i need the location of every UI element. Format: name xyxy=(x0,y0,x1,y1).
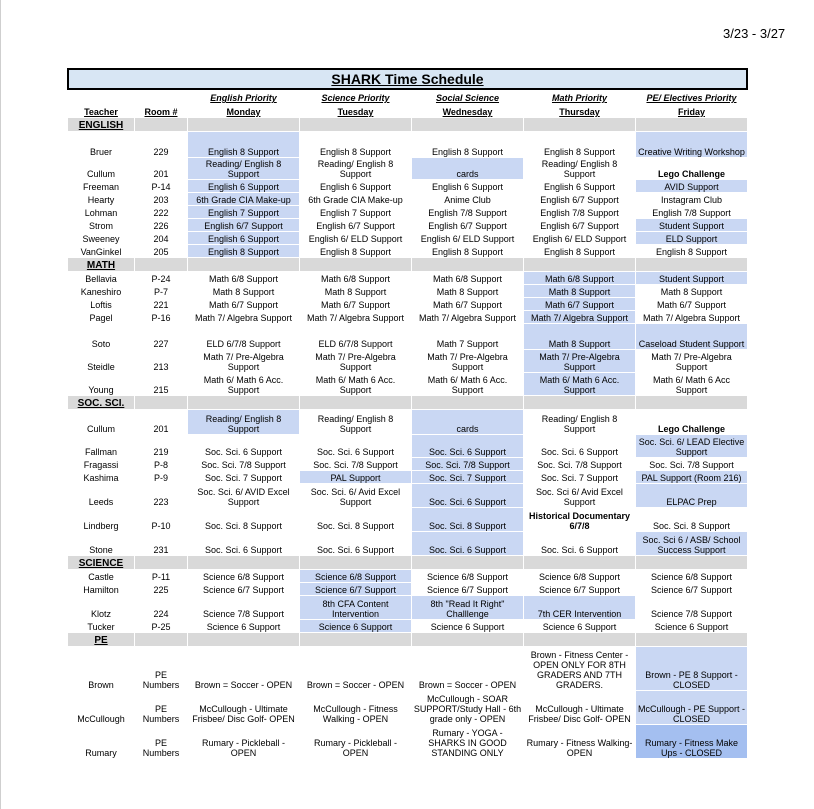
schedule-cell: Reading/ English 8 Support xyxy=(300,158,412,180)
schedule-cell: Soc. Sci. 8 Support xyxy=(636,508,748,532)
schedule-cell: Science 6/8 Support xyxy=(636,570,748,583)
priority-header-cell: Social Science xyxy=(412,91,524,104)
room-cell: 229 xyxy=(135,132,188,158)
schedule-cell: Soc. Sci. 7/8 Support xyxy=(300,458,412,471)
schedule-cell: Math 6/ Math 6 Acc. Support xyxy=(524,373,636,396)
schedule-cell: Creative Writing Workshop xyxy=(636,132,748,158)
schedule-cell: Soc. Sci. 6 Support xyxy=(524,532,636,556)
schedule-cell: Reading/ English 8 Support xyxy=(300,410,412,435)
schedule-cell: Soc. Sci. 6 Support xyxy=(188,532,300,556)
section-filler xyxy=(188,118,300,132)
section-filler xyxy=(524,556,636,570)
schedule-cell: English 6/7 Support xyxy=(412,219,524,232)
teacher-cell: Kaneshiro xyxy=(68,285,135,298)
teacher-cell: Castle xyxy=(68,570,135,583)
room-cell: P-24 xyxy=(135,272,188,285)
schedule-cell: Science 6/8 Support xyxy=(412,570,524,583)
schedule-cell: Math 7 Support xyxy=(412,324,524,350)
room-cell: 213 xyxy=(135,350,188,373)
schedule-cell: English 8 Support xyxy=(412,245,524,258)
schedule-cell: English 6 Support xyxy=(300,180,412,193)
room-cell: 201 xyxy=(135,158,188,180)
column-header-cell: Thursday xyxy=(524,104,636,118)
teacher-cell: Tucker xyxy=(68,620,135,633)
schedule-cell: Math 8 Support xyxy=(300,285,412,298)
schedule-cell: English 6 Support xyxy=(524,180,636,193)
schedule-cell: Math 7/ Pre-Algebra Support xyxy=(188,350,300,373)
room-cell: PE Numbers xyxy=(135,647,188,691)
schedule-cell: Reading/ English 8 Support xyxy=(524,410,636,435)
table-row xyxy=(68,219,748,232)
schedule-cell: AVID Support xyxy=(636,180,748,193)
schedule-cell: ELD 6/7/8 Support xyxy=(188,324,300,350)
schedule-cell: Soc. Sci. 7/8 Support xyxy=(412,458,524,471)
schedule-cell: Science 6 Support xyxy=(524,620,636,633)
table-row xyxy=(68,298,748,311)
schedule-cell: Soc. Sci. 6/ AVID Excel Support xyxy=(188,484,300,508)
schedule-table xyxy=(67,90,748,759)
schedule-cell: English 7/8 Support xyxy=(524,206,636,219)
schedule-cell: Math 7/ Algebra Support xyxy=(300,311,412,324)
schedule-cell: English 6 Support xyxy=(412,180,524,193)
room-cell: 223 xyxy=(135,484,188,508)
schedule-cell: Brown = Soccer - OPEN xyxy=(412,647,524,691)
section-filler xyxy=(636,633,748,647)
schedule-cell: English 6/7 Support xyxy=(300,219,412,232)
section-filler xyxy=(524,258,636,272)
room-cell: P-8 xyxy=(135,458,188,471)
teacher-cell: Cullum xyxy=(68,410,135,435)
table-row xyxy=(68,691,748,725)
schedule-cell: Math 7/ Pre-Algebra Support xyxy=(300,350,412,373)
teacher-cell: Rumary xyxy=(68,725,135,759)
schedule-cell: Math 8 Support xyxy=(636,285,748,298)
table-row xyxy=(68,232,748,245)
schedule-cell: Reading/ English 8 Support xyxy=(524,158,636,180)
teacher-cell: Leeds xyxy=(68,484,135,508)
section-filler xyxy=(412,258,524,272)
table-row xyxy=(68,647,748,691)
schedule-cell: Science 7/8 Support xyxy=(636,596,748,620)
schedule-cell: English 8 Support xyxy=(300,245,412,258)
section-label: SOC. SCI. xyxy=(68,396,135,410)
schedule-cell: English 6/ ELD Support xyxy=(412,232,524,245)
schedule-cell: Rumary - Fitness Walking- OPEN xyxy=(524,725,636,759)
schedule-cell: Math 8 Support xyxy=(188,285,300,298)
room-cell: PE Numbers xyxy=(135,691,188,725)
teacher-cell: Brown xyxy=(68,647,135,691)
schedule-cell: Rumary - Fitness Make Ups - CLOSED xyxy=(636,725,748,759)
schedule-cell: ELD 6/7/8 Support xyxy=(300,324,412,350)
section-label: ENGLISH xyxy=(68,118,135,132)
schedule-cell: English 7/8 Support xyxy=(412,206,524,219)
teacher-cell: McCullough xyxy=(68,691,135,725)
section-label: SCIENCE xyxy=(68,556,135,570)
schedule-cell: Brown - Fitness Center - OPEN ONLY FOR 8TH GRADERS AND 7TH GRADERS. xyxy=(524,647,636,691)
schedule-cell: English 7/8 Support xyxy=(636,206,748,219)
schedule-cell: PAL Support (Room 216) xyxy=(636,471,748,484)
schedule-cell: English 7 Support xyxy=(188,206,300,219)
schedule-cell: Science 7/8 Support xyxy=(188,596,300,620)
schedule-cell: Math 7/ Pre-Algebra Support xyxy=(412,350,524,373)
teacher-cell: Fallman xyxy=(68,435,135,458)
title-text: SHARK Time Schedule xyxy=(331,71,484,87)
teacher-cell: Strom xyxy=(68,219,135,232)
schedule-cell: Math 6/7 Support xyxy=(300,298,412,311)
room-cell: P-14 xyxy=(135,180,188,193)
schedule-cell: English 6/7 Support xyxy=(524,193,636,206)
schedule-cell: English 6/ ELD Support xyxy=(524,232,636,245)
room-cell: 227 xyxy=(135,324,188,350)
schedule-cell: Soc. Sci. 7/8 Support xyxy=(636,458,748,471)
schedule-cell: Science 6 Support xyxy=(300,620,412,633)
section-filler xyxy=(188,556,300,570)
room-cell: P-9 xyxy=(135,471,188,484)
schedule-cell: Science 6/8 Support xyxy=(188,570,300,583)
schedule-cell: Science 6/7 Support xyxy=(524,583,636,596)
schedule-cell: Brown = Soccer - OPEN xyxy=(188,647,300,691)
schedule-cell: 8th CFA Content Intervention xyxy=(300,596,412,620)
schedule-cell: Anime Club xyxy=(412,193,524,206)
table-row xyxy=(68,132,748,158)
date-range: 3/23 - 3/27 xyxy=(723,26,786,41)
section-header-row xyxy=(68,118,748,132)
section-filler xyxy=(524,633,636,647)
schedule-cell: Soc. Sci 6 / ASB/ School Success Support xyxy=(636,532,748,556)
schedule-cell: Soc. Sci 6/ Avid Excel Support xyxy=(524,484,636,508)
schedule-cell: Math 6/ Math 6 Acc. Support xyxy=(300,373,412,396)
room-cell: 222 xyxy=(135,206,188,219)
schedule-cell: Soc. Sci. 8 Support xyxy=(300,508,412,532)
teacher-cell: Loftis xyxy=(68,298,135,311)
schedule-cell: Math 6/8 Support xyxy=(524,272,636,285)
schedule-cell: English 7 Support xyxy=(300,206,412,219)
room-cell: 215 xyxy=(135,373,188,396)
section-header-row xyxy=(68,396,748,410)
schedule-cell: English 6/7 Support xyxy=(188,219,300,232)
schedule-cell: Math 7/ Algebra Support xyxy=(412,311,524,324)
section-filler xyxy=(412,633,524,647)
schedule-cell: Math 6/8 Support xyxy=(188,272,300,285)
table-row xyxy=(68,193,748,206)
teacher-cell: Stone xyxy=(68,532,135,556)
section-header-row xyxy=(68,556,748,570)
schedule-cell: English 8 Support xyxy=(300,132,412,158)
schedule-cell: Math 6/ Math 6 Acc. Support xyxy=(412,373,524,396)
section-filler xyxy=(135,396,188,410)
teacher-cell: Hearty xyxy=(68,193,135,206)
room-cell: PE Numbers xyxy=(135,725,188,759)
schedule-cell: Soc. Sci. 6 Support xyxy=(412,484,524,508)
teacher-cell: Kashima xyxy=(68,471,135,484)
column-header-cell: Wednesday xyxy=(412,104,524,118)
schedule-cell: Soc. Sci. 7/8 Support xyxy=(524,458,636,471)
schedule-cell: English 6 Support xyxy=(188,180,300,193)
schedule-cell: McCullough - Fitness Walking - OPEN xyxy=(300,691,412,725)
schedule-cell: Soc. Sci. 7 Support xyxy=(188,471,300,484)
schedule-cell: Math 6/8 Support xyxy=(300,272,412,285)
table-row xyxy=(68,245,748,258)
schedule-cell: Science 6/7 Support xyxy=(412,583,524,596)
schedule-cell: Math 6/7 Support xyxy=(188,298,300,311)
schedule-cell: Science 6/8 Support xyxy=(524,570,636,583)
room-cell: P-16 xyxy=(135,311,188,324)
teacher-cell: VanGinkel xyxy=(68,245,135,258)
schedule-cell: Soc. Sci. 6 Support xyxy=(524,435,636,458)
page-title xyxy=(67,68,748,90)
schedule-cell: Math 8 Support xyxy=(524,285,636,298)
table-row xyxy=(68,532,748,556)
schedule-cell: English 6 Support xyxy=(188,232,300,245)
teacher-cell: Steidle xyxy=(68,350,135,373)
schedule-cell: cards xyxy=(412,410,524,435)
priority-header-cell: PE/ Electives Priority xyxy=(636,91,748,104)
table-row xyxy=(68,725,748,759)
section-filler xyxy=(188,396,300,410)
section-filler xyxy=(636,118,748,132)
section-filler xyxy=(524,118,636,132)
schedule-cell: 6th Grade CIA Make-up xyxy=(188,193,300,206)
schedule-cell: ELD Support xyxy=(636,232,748,245)
schedule-cell: Science 6/7 Support xyxy=(636,583,748,596)
teacher-cell: Pagel xyxy=(68,311,135,324)
section-filler xyxy=(188,258,300,272)
schedule-cell: Science 6/7 Support xyxy=(300,583,412,596)
priority-header-row xyxy=(68,91,748,104)
teacher-cell: Cullum xyxy=(68,158,135,180)
room-cell: 224 xyxy=(135,596,188,620)
schedule-cell: Student Support xyxy=(636,219,748,232)
section-header-row xyxy=(68,258,748,272)
schedule-cell: 6th Grade CIA Make-up xyxy=(300,193,412,206)
schedule-cell: Soc. Sci. 6 Support xyxy=(188,435,300,458)
schedule-body xyxy=(68,91,748,759)
section-filler xyxy=(412,396,524,410)
section-filler xyxy=(188,633,300,647)
column-header-cell: Teacher xyxy=(68,104,135,118)
schedule-cell: Math 6/8 Support xyxy=(412,272,524,285)
table-row xyxy=(68,180,748,193)
section-filler xyxy=(636,258,748,272)
table-row xyxy=(68,435,748,458)
column-header-cell: Friday xyxy=(636,104,748,118)
schedule-cell: cards xyxy=(412,158,524,180)
section-filler xyxy=(524,396,636,410)
table-row xyxy=(68,596,748,620)
schedule-cell: Math 6/ Math 6 Acc Support xyxy=(636,373,748,396)
schedule-cell: 7th CER Intervention xyxy=(524,596,636,620)
teacher-cell: Bellavia xyxy=(68,272,135,285)
room-cell: 204 xyxy=(135,232,188,245)
section-label: MATH xyxy=(68,258,135,272)
schedule-cell: Math 8 Support xyxy=(524,324,636,350)
section-header-row xyxy=(68,633,748,647)
table-row xyxy=(68,583,748,596)
section-filler xyxy=(412,556,524,570)
schedule-cell: PAL Support xyxy=(300,471,412,484)
schedule-cell: English 6/ ELD Support xyxy=(300,232,412,245)
schedule-cell: Lego Challenge xyxy=(636,410,748,435)
schedule-cell: Brown - PE 8 Support - CLOSED xyxy=(636,647,748,691)
schedule-cell: Lego Challenge xyxy=(636,158,748,180)
schedule-cell: Soc. Sci. 7 Support xyxy=(412,471,524,484)
table-row xyxy=(68,158,748,180)
schedule-cell: Rumary - Pickleball - OPEN xyxy=(188,725,300,759)
schedule-cell: Caseload Student Support xyxy=(636,324,748,350)
table-row xyxy=(68,324,748,350)
table-row xyxy=(68,570,748,583)
section-filler xyxy=(135,556,188,570)
section-filler xyxy=(135,118,188,132)
schedule-cell: ELPAC Prep xyxy=(636,484,748,508)
schedule-cell: English 8 Support xyxy=(636,245,748,258)
table-row xyxy=(68,471,748,484)
schedule-cell: Math 6/7 Support xyxy=(524,298,636,311)
schedule-cell: McCullough - SOAR SUPPORT/Study Hall - 6th grade only - OPEN xyxy=(412,691,524,725)
teacher-cell: Bruer xyxy=(68,132,135,158)
priority-header-cell xyxy=(135,91,188,104)
schedule-cell: English 8 Support xyxy=(188,245,300,258)
schedule-cell: 8th "Read It Right" Challlenge xyxy=(412,596,524,620)
section-filler xyxy=(636,556,748,570)
schedule-cell: English 6/7 Support xyxy=(524,219,636,232)
column-header-cell: Tuesday xyxy=(300,104,412,118)
page-left-edge xyxy=(0,0,1,809)
schedule-cell: Soc. Sci. 6/ LEAD Elective Support xyxy=(636,435,748,458)
room-cell: 231 xyxy=(135,532,188,556)
schedule-cell: Soc. Sci. 8 Support xyxy=(188,508,300,532)
section-filler xyxy=(300,258,412,272)
teacher-cell: Klotz xyxy=(68,596,135,620)
section-filler xyxy=(412,118,524,132)
schedule-cell: Math 6/ Math 6 Acc. Support xyxy=(188,373,300,396)
column-header-cell: Monday xyxy=(188,104,300,118)
table-row xyxy=(68,272,748,285)
schedule-cell: Soc. Sci. 6 Support xyxy=(412,435,524,458)
table-row xyxy=(68,620,748,633)
teacher-cell: Freeman xyxy=(68,180,135,193)
room-cell: P-11 xyxy=(135,570,188,583)
schedule-cell: Historical Documentary 6/7/8 xyxy=(524,508,636,532)
schedule-cell: Science 6/8 Support xyxy=(300,570,412,583)
section-filler xyxy=(300,396,412,410)
schedule-cell: Math 6/7 Support xyxy=(636,298,748,311)
schedule-cell: Soc. Sci. 6 Support xyxy=(412,532,524,556)
schedule-cell: Science 6 Support xyxy=(636,620,748,633)
schedule-cell: Science 6 Support xyxy=(412,620,524,633)
table-row xyxy=(68,373,748,396)
table-row xyxy=(68,311,748,324)
room-cell: 221 xyxy=(135,298,188,311)
schedule-cell: Soc. Sci. 7/8 Support xyxy=(188,458,300,471)
schedule-cell: McCullough - Ultimate Frisbee/ Disc Golf- OPEN xyxy=(524,691,636,725)
schedule-cell: Soc. Sci. 7 Support xyxy=(524,471,636,484)
schedule-cell: English 8 Support xyxy=(412,132,524,158)
schedule-cell: Soc. Sci. 6 Support xyxy=(300,435,412,458)
section-filler xyxy=(636,396,748,410)
schedule-cell: Math 7/ Pre-Algebra Support xyxy=(524,350,636,373)
schedule-cell: Math 7/ Algebra Support xyxy=(524,311,636,324)
room-cell: 226 xyxy=(135,219,188,232)
schedule-cell: Math 6/7 Support xyxy=(412,298,524,311)
schedule-cell: Soc. Sci. 6/ Avid Excel Support xyxy=(300,484,412,508)
teacher-cell: Lohman xyxy=(68,206,135,219)
section-filler xyxy=(300,556,412,570)
priority-header-cell: Math Priority xyxy=(524,91,636,104)
schedule-cell: McCullough - PE Support - CLOSED xyxy=(636,691,748,725)
teacher-cell: Young xyxy=(68,373,135,396)
table-row xyxy=(68,285,748,298)
section-filler xyxy=(300,118,412,132)
table-row xyxy=(68,206,748,219)
schedule-cell: Science 6 Support xyxy=(188,620,300,633)
table-row xyxy=(68,350,748,373)
priority-header-cell: English Priority xyxy=(188,91,300,104)
room-cell: 205 xyxy=(135,245,188,258)
schedule-cell: Soc. Sci. 6 Support xyxy=(300,532,412,556)
schedule-cell: Student Support xyxy=(636,272,748,285)
room-cell: 219 xyxy=(135,435,188,458)
section-label: PE xyxy=(68,633,135,647)
schedule-cell: Soc. Sci. 8 Support xyxy=(412,508,524,532)
room-cell: 201 xyxy=(135,410,188,435)
teacher-cell: Sweeney xyxy=(68,232,135,245)
room-cell: P-25 xyxy=(135,620,188,633)
table-row xyxy=(68,410,748,435)
room-cell: P-10 xyxy=(135,508,188,532)
schedule-cell: Rumary - Pickleball - OPEN xyxy=(300,725,412,759)
priority-header-cell: Science Priority xyxy=(300,91,412,104)
schedule-cell: English 8 Support xyxy=(524,245,636,258)
schedule-cell: McCullough - Ultimate Frisbee/ Disc Golf- OPEN xyxy=(188,691,300,725)
section-filler xyxy=(135,258,188,272)
schedule-cell: Math 7/ Pre-Algebra Support xyxy=(636,350,748,373)
schedule-cell: Rumary - YOGA - SHARKS IN GOOD STANDING ONLY xyxy=(412,725,524,759)
schedule-cell: Math 7/ Algebra Support xyxy=(188,311,300,324)
schedule-cell: Brown = Soccer - OPEN xyxy=(300,647,412,691)
table-row xyxy=(68,484,748,508)
teacher-cell: Fragassi xyxy=(68,458,135,471)
schedule-cell: English 8 Support xyxy=(524,132,636,158)
table-row xyxy=(68,508,748,532)
teacher-cell: Soto xyxy=(68,324,135,350)
room-cell: P-7 xyxy=(135,285,188,298)
schedule-cell: Reading/ English 8 Support xyxy=(188,410,300,435)
teacher-cell: Lindberg xyxy=(68,508,135,532)
schedule-cell: Math 7/ Algebra Support xyxy=(636,311,748,324)
schedule-cell: Instagram Club xyxy=(636,193,748,206)
table-row xyxy=(68,458,748,471)
schedule-cell: Science 6/7 Support xyxy=(188,583,300,596)
schedule-cell: English 8 Support xyxy=(188,132,300,158)
section-filler xyxy=(135,633,188,647)
column-header-cell: Room # xyxy=(135,104,188,118)
teacher-cell: Hamilton xyxy=(68,583,135,596)
priority-header-cell xyxy=(68,91,135,104)
column-header-row xyxy=(68,104,748,118)
schedule-cell: Math 8 Support xyxy=(412,285,524,298)
room-cell: 225 xyxy=(135,583,188,596)
section-filler xyxy=(300,633,412,647)
schedule-cell: Reading/ English 8 Support xyxy=(188,158,300,180)
room-cell: 203 xyxy=(135,193,188,206)
